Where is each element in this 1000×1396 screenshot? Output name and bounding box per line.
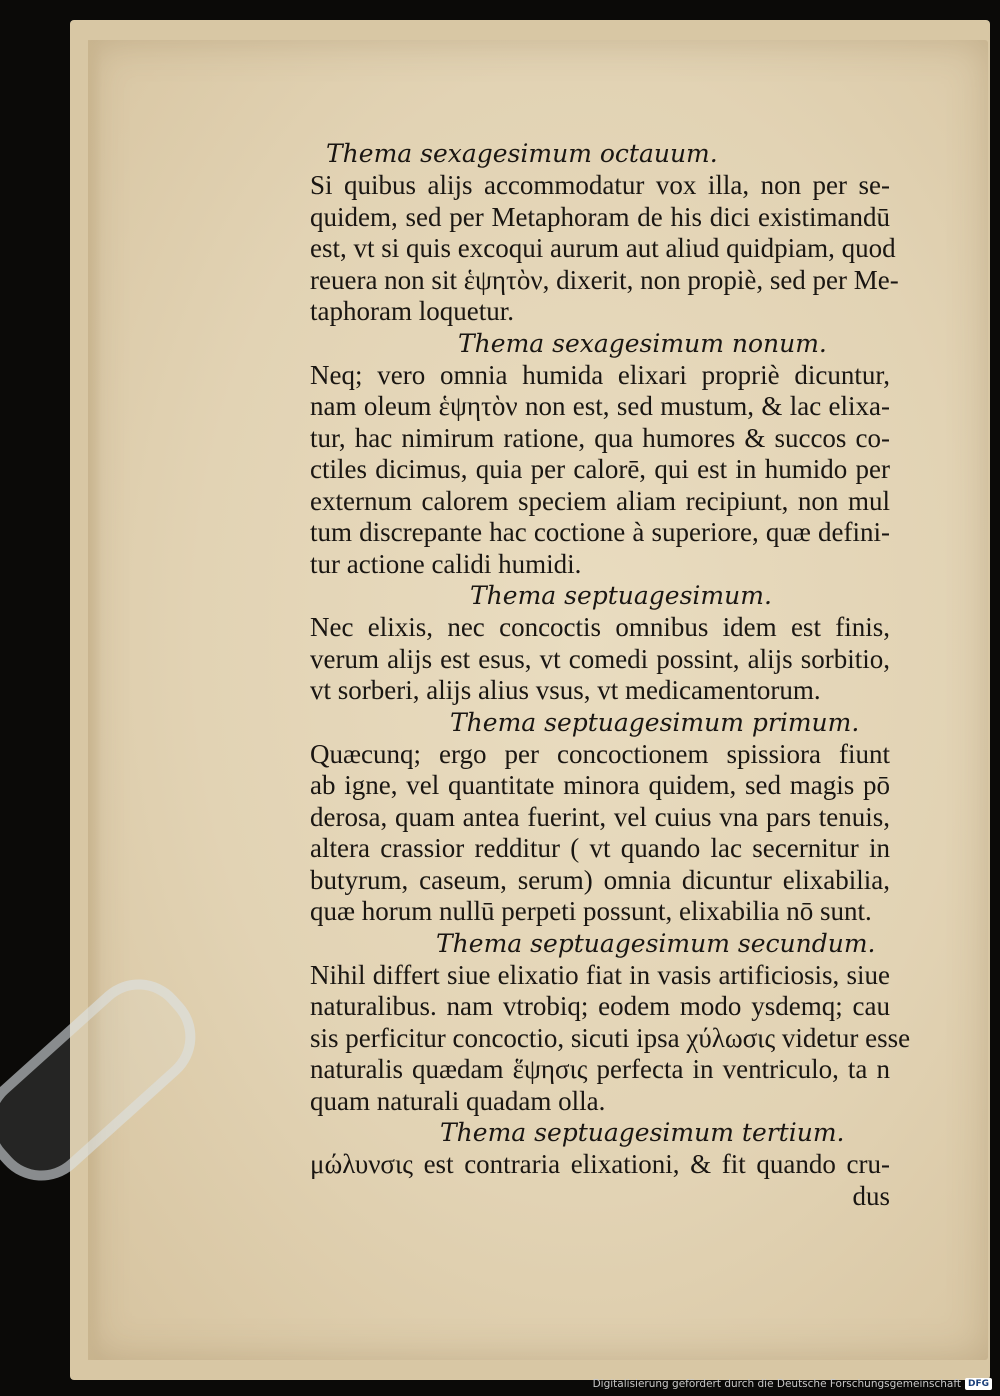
text-line: Nec elixis, nec concoctis omnibus idem est finis, [310, 612, 890, 642]
text-line: Nihil differt siue elixatio fiat in vasis artificiosis, siue [310, 959, 890, 990]
section-heading: Thema septuagesimum primum. [450, 707, 860, 737]
text-line: taphoram loquetur. [310, 296, 514, 326]
text-line: Si quibus alijs accommodatur vox illa, non per se- [310, 170, 890, 200]
text-line: sis perficitur concoctio, sicuti ipsa χύλωσις videtur esse [310, 1022, 911, 1053]
printed-text [310, 138, 911, 1212]
text-line: quam naturali quadam olla. [310, 1085, 606, 1116]
section-heading: Thema sexagesimum octauum. [326, 139, 718, 168]
text-line: Neq; vero omnia humida elixari propriè dicuntur, [310, 359, 890, 390]
text-line: reuera non sit ἑψητὸν, dixerit, non propiè, sed per Me- [310, 264, 899, 295]
text-line: butyrum, caseum, serum) omnia dicuntur elixabilia, [310, 864, 890, 895]
digitization-credit [593, 1376, 992, 1392]
text-line: Quæcunq; ergo per concoctionem spissiora fiunt [310, 738, 890, 769]
page-edge-shadow [88, 40, 102, 1360]
text-line: nam oleum ἑψητὸν non est, sed mustum, & lac elixa- [310, 391, 890, 421]
text-line: quidem, sed per Metaphoram de his dici existimandū [310, 201, 890, 232]
text-line: tur, hac nimirum ratione, qua humores & succos co- [310, 422, 890, 453]
text-line: ab igne, vel quantitate minora quidem, sed magis pō [310, 770, 890, 800]
section-heading: Thema sexagesimum nonum. [458, 328, 827, 358]
section-heading: Thema septuagesimum. [470, 581, 772, 610]
text-line: vt sorberi, alijs alius vsus, vt medicamentorum. [310, 675, 821, 705]
text-line: altera crassior redditur ( vt quando lac secernitur in [310, 833, 890, 863]
text-line: tum discrepante hac coctione à superiore, quæ defini- [310, 517, 890, 547]
text-line: tur actione calidi humidi. [310, 548, 582, 579]
text-line: verum alijs est esus, vt comedi possint, alijs sorbitio, [310, 643, 890, 674]
catchword: dus [852, 1180, 890, 1211]
text-line: externum calorem speciem aliam recipiunt, non mul [310, 485, 890, 516]
text-line: ctiles dicimus, quia per calorē, qui est in humido per [310, 454, 890, 484]
text-line: naturalis quædam ἕψησις perfecta in ventriculo, ta n [310, 1054, 890, 1084]
section-heading: Thema septuagesimum secundum. [436, 928, 876, 958]
text-line: naturalibus. nam vtrobiq; eodem modo ysdemq; cau [310, 991, 890, 1021]
section-heading: Thema septuagesimum tertium. [440, 1118, 845, 1147]
text-line: derosa, quam antea fuerint, vel cuius vna pars tenuis, [310, 801, 890, 832]
dfg-logo: DFG [965, 1378, 992, 1390]
credit-text: Digitalisierung gefördert durch die Deutsche Forschungsgemeinschaft [592, 1378, 961, 1390]
text-line: μώλυνσις est contraria elixationi, & fit quando cru- [310, 1149, 890, 1179]
text-line: quæ horum nullū perpeti possunt, elixabilia nō sunt. [310, 896, 872, 926]
text-line: est, vt si quis excoqui aurum aut aliud quidpiam, quod [310, 233, 896, 263]
